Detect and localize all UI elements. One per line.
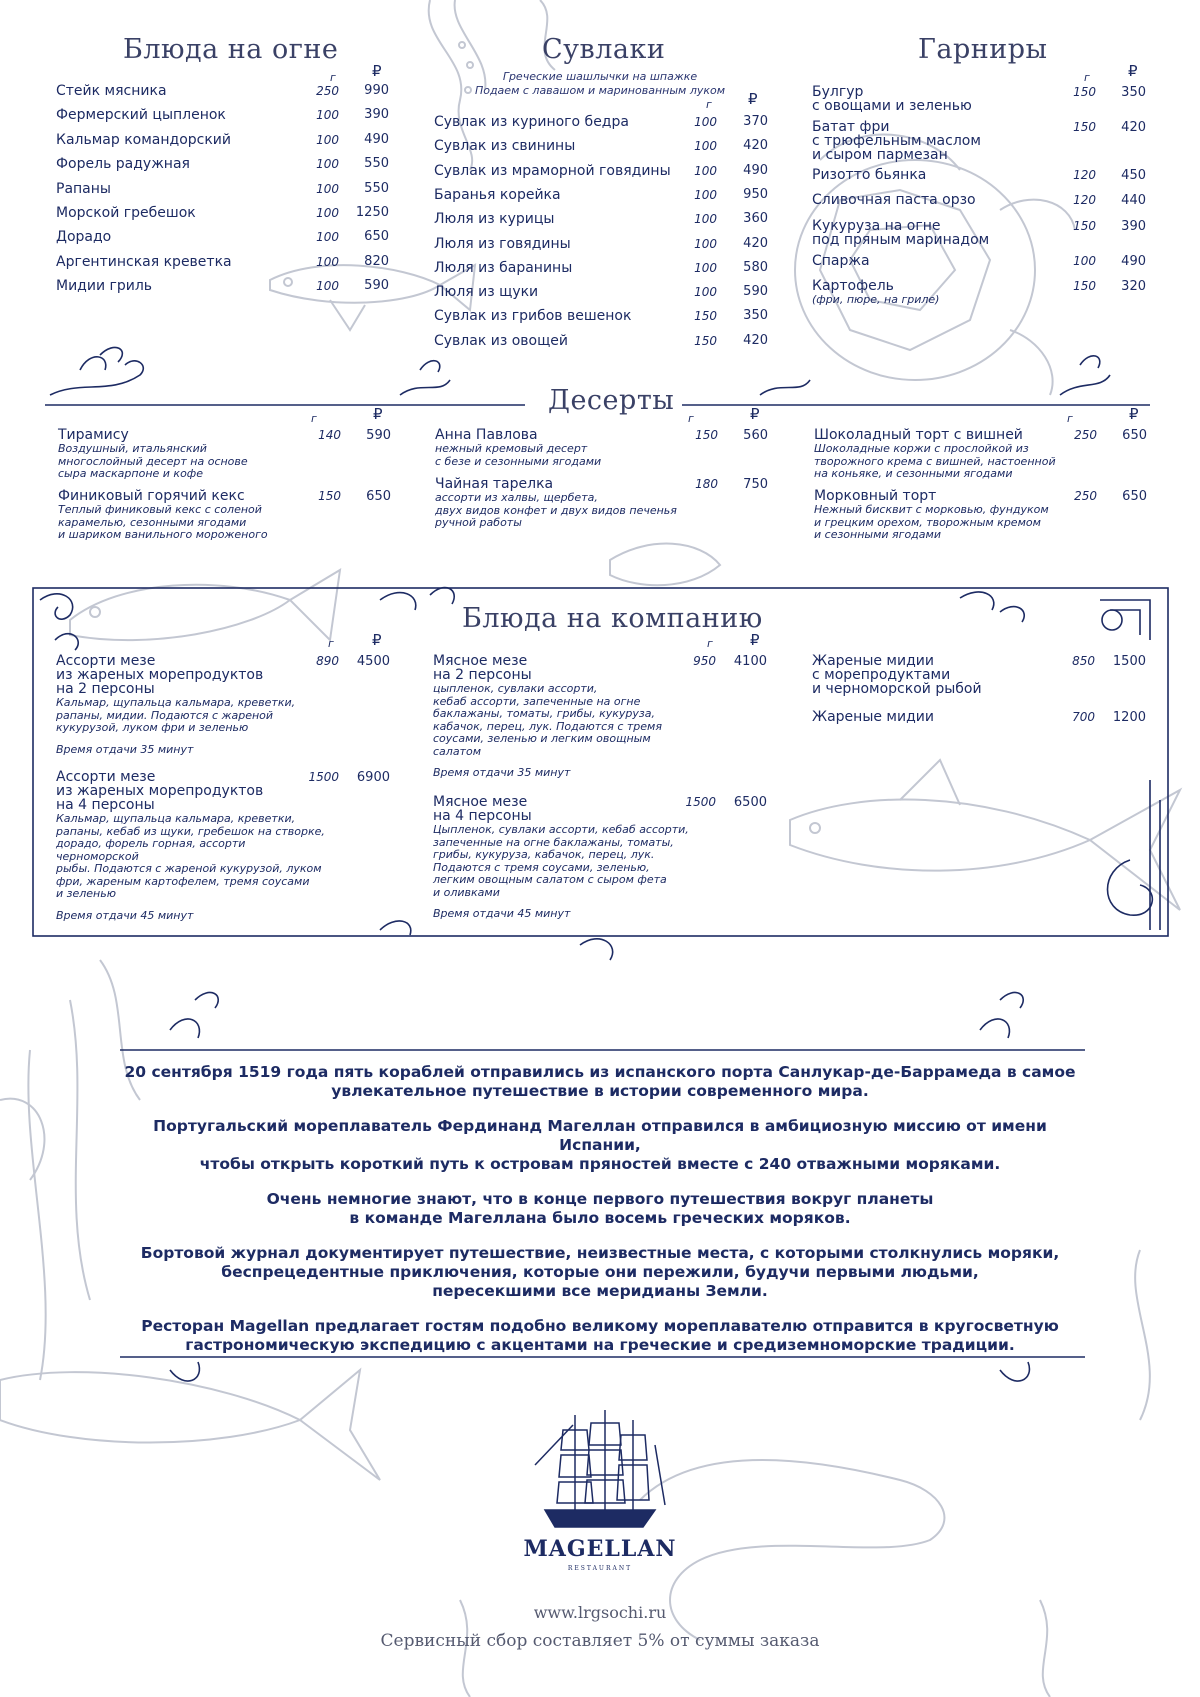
serving-time: Время отдачи 35 минут	[56, 742, 194, 756]
menu-item-weight: 150	[1073, 279, 1096, 293]
menu-item-price: 550	[364, 156, 389, 172]
menu-item-price: 820	[364, 253, 389, 269]
menu-item-name: Люля из щуки	[434, 284, 539, 301]
currency-label: ₽	[372, 631, 382, 649]
menu-item-name: Фермерский цыпленок	[56, 107, 226, 124]
menu-item-weight: 100	[694, 285, 717, 300]
currency-label: ₽	[748, 90, 758, 108]
menu-item-name: Ассорти мезе из жареных морепродуктов на 4 персоны	[56, 769, 264, 813]
menu-item-weight: 250	[1074, 428, 1097, 442]
menu-item-name: Ассорти мезе из жареных морепродуктов на 2 персоны	[56, 653, 264, 697]
weight-unit-label: г	[328, 637, 334, 650]
menu-item-weight: 100	[694, 260, 717, 275]
menu-item-weight: 250	[316, 84, 339, 98]
currency-label: ₽	[750, 631, 760, 649]
menu-item-name: Рапаны	[56, 180, 111, 197]
menu-item-name: Люля из говядины	[434, 235, 571, 252]
menu-item-weight: 100	[316, 181, 339, 196]
menu-item-name: Сувлак из мраморной говядины	[434, 162, 671, 179]
menu-item-name: Ризотто бьянка	[812, 167, 927, 183]
menu-item-price: 990	[364, 83, 389, 98]
story-paragraph: Португальский мореплаватель Фердинанд Магеллан отправился в амбициозную миссию от имени Испании, чтобы открыть короткий путь к островам пряностей вместе с 240 отважными моряками.	[153, 1117, 1047, 1173]
menu-item-price: 4100	[733, 654, 767, 669]
menu-item-weight: 100	[316, 206, 339, 220]
menu-item-name: Мясное мезе на 2 персоны	[433, 653, 532, 683]
menu-item-description: Кальмар, щупальца кальмара, креветки, рапаны, мидии. Подаются с жареной кукурузой, луком фри и зеленью	[56, 696, 296, 734]
menu-item-price: 1500	[1112, 654, 1146, 669]
weight-unit-label: г	[311, 412, 317, 425]
menu-item-name: Стейк мясника	[56, 83, 167, 99]
service-charge-note: Сервисный сбор составляет 5% от суммы заказа	[380, 1631, 820, 1651]
menu-item-weight: 100	[694, 115, 717, 129]
menu-item-price: 350	[1121, 85, 1146, 100]
menu-item-price: 1250	[355, 205, 389, 220]
currency-label: ₽	[1129, 405, 1139, 423]
menu-item-weight: 150	[695, 428, 718, 442]
sailing-ship-logo-icon	[525, 1405, 675, 1535]
weight-unit-label: г	[707, 637, 713, 650]
menu-item-name: Картофель	[812, 278, 894, 294]
menu-item-description: ассорти из халвы, щербета, двух видов конфет и двух видов печенья ручной работы	[435, 491, 677, 529]
menu-item-name: Финиковый горячий кекс	[58, 488, 245, 504]
menu-item-weight: 100	[694, 139, 717, 154]
menu-item-price: 6500	[733, 795, 767, 810]
section-title-sides: Гарниры	[918, 34, 1048, 65]
weight-unit-label: г	[688, 412, 694, 425]
menu-item-weight: 100	[694, 163, 717, 178]
serving-time: Время отдачи 35 минут	[433, 766, 571, 779]
menu-item-price: 590	[743, 284, 768, 300]
menu-item-name: Сувлак из куриного бедра	[434, 114, 629, 130]
menu-item-price: 580	[743, 259, 768, 275]
menu-item-price: 490	[743, 162, 768, 178]
brand-subtitle: RESTAURANT	[567, 1565, 633, 1572]
menu-item-price: 420	[743, 235, 768, 251]
menu-item-weight: 850	[1072, 654, 1095, 668]
menu-item-description: Воздушный, итальянский многослойный десерт на основе сыра маскарпоне и кофе	[58, 442, 248, 480]
menu-item-price: 420	[743, 332, 768, 348]
menu-item-weight: 150	[1073, 219, 1096, 233]
currency-label: ₽	[1128, 62, 1138, 80]
menu-item-name: Аргентинская креветка	[56, 253, 232, 270]
menu-item-weight: 150	[694, 333, 717, 348]
menu-item-name: Шоколадный торт с вишней	[814, 427, 1023, 443]
menu-item-weight: 150	[318, 489, 341, 503]
menu-item-description: цыпленок, сувлаки ассорти, кебаб ассорти, запеченные на огне баклажаны, томаты, грибы, кукуруза, кабачок, перец, лук. Подаются с тремя соусами, зеленью и легким овощным салатом	[433, 682, 662, 758]
menu-item-name: Жареные мидии с морепродуктами и черноморской рыбой	[812, 653, 982, 697]
menu-item-price: 650	[1122, 489, 1147, 504]
menu-item-name: Сувлак из свинины	[434, 138, 576, 155]
brand-logo-text: MAGELLAN	[523, 1536, 677, 1562]
menu-item-price: 590	[364, 278, 389, 294]
menu-item-name: Батат фри с трюфельным маслом и сыром пармезан	[812, 119, 981, 163]
menu-item-price: 420	[743, 138, 768, 154]
menu-item-weight: 250	[1074, 489, 1097, 503]
menu-item-price: 370	[743, 114, 768, 129]
menu-item-description: Теплый финиковый кекс с соленой карамелью, сезонными ягодами и шариком ванильного мороженого	[58, 503, 268, 541]
menu-item-weight: 1500	[685, 795, 716, 809]
menu-item-price: 750	[743, 477, 768, 492]
menu-item-price: 490	[1121, 254, 1146, 269]
menu-item-weight: 890	[316, 654, 339, 668]
menu-item-price: 6900	[356, 770, 390, 785]
menu-item-weight: 1500	[308, 770, 339, 784]
menu-item-price: 360	[743, 211, 768, 227]
menu-item-name: Кальмар командорский	[56, 131, 231, 148]
menu-item-price: 390	[1121, 219, 1146, 234]
menu-item-name: Кукуруза на огне под пряным маринадом	[812, 218, 990, 248]
section-title-grill: Блюда на огне	[123, 34, 339, 65]
menu-item-weight: 180	[695, 477, 718, 491]
section-title-desserts: Десерты	[540, 385, 682, 416]
menu-item-name: Сливочная паста орзо	[812, 192, 976, 208]
menu-item-weight: 100	[1073, 254, 1096, 268]
menu-item-description: (фри, пюре, на гриле)	[812, 293, 940, 306]
menu-item-name: Дорадо	[56, 229, 112, 246]
section-title-souvlaki: Сувлаки	[542, 34, 666, 65]
menu-item-price: 950	[743, 186, 768, 202]
menu-item-price: 560	[743, 428, 768, 443]
menu-item-weight: 150	[1073, 120, 1096, 134]
menu-item-price: 650	[1122, 428, 1147, 443]
currency-label: ₽	[372, 62, 382, 80]
menu-item-name: Форель радужная	[56, 156, 190, 173]
menu-item-weight: 100	[694, 212, 717, 227]
story-paragraph: Очень немногие знают, что в конце первого путешествия вокруг планеты в команде Магеллана было восемь греческих моряков.	[266, 1190, 934, 1227]
menu-item-name: Морской гребешок	[56, 205, 196, 221]
story-paragraph: Ресторан Magellan предлагает гостям подобно великому мореплавателю отправится в кругосветную гастрономическую экспедицию с акцентами на греческие и средиземноморские традиции.	[141, 1317, 1059, 1354]
menu-item-weight: 700	[1072, 710, 1095, 724]
menu-item-weight: 150	[1073, 85, 1096, 99]
menu-item-price: 590	[366, 428, 391, 443]
menu-item-price: 350	[743, 308, 768, 324]
menu-item-description: нежный кремовый десерт с безе и сезонными ягодами	[435, 442, 602, 468]
menu-item-name: Баранья корейка	[434, 186, 561, 203]
menu-item-name: Тирамису	[58, 427, 129, 443]
story-paragraph: 20 сентября 1519 года пять кораблей отправились из испанского порта Санлукар-де-Баррамеда в самое увлекательное путешествие в истории современного мира.	[124, 1063, 1076, 1100]
weight-unit-label: г	[1067, 412, 1073, 425]
menu-item-name: Сувлак из грибов вешенок	[434, 308, 632, 325]
menu-item-weight: 120	[1073, 168, 1096, 182]
menu-item-price: 650	[364, 229, 389, 245]
menu-item-price: 650	[366, 489, 391, 504]
menu-item-description: Кальмар, щупальца кальмара, креветки, рапаны, кебаб из щуки, гребешок на створке, дорадо, форель горная, ассорти черноморской рыбы. Подаются с жареной кукурузой, луком фри, жареным картофелем, тремя соусами и зеленью	[56, 812, 325, 900]
menu-item-weight: 100	[316, 230, 339, 245]
menu-item-weight: 100	[316, 132, 339, 147]
serving-time: Время отдачи 45 минут	[56, 908, 194, 922]
currency-label: ₽	[750, 405, 760, 423]
menu-item-name: Чайная тарелка	[435, 476, 554, 492]
menu-item-description: Нежный бисквит с морковью, фундуком и грецким орехом, творожным кремом и сезонными ягодами	[814, 503, 1049, 541]
menu-item-price: 390	[364, 107, 389, 123]
menu-item-weight: 100	[316, 254, 339, 269]
menu-item-price: 550	[364, 180, 389, 196]
menu-item-weight: 150	[694, 309, 717, 324]
menu-item-weight: 100	[694, 236, 717, 251]
menu-item-weight: 100	[694, 187, 717, 202]
website-link[interactable]: www.lrgsochi.ru	[533, 1603, 667, 1622]
menu-item-price: 440	[1121, 193, 1146, 208]
serving-time: Время отдачи 45 минут	[433, 907, 571, 920]
menu-item-price: 490	[364, 131, 389, 147]
menu-item-weight: 950	[693, 654, 716, 668]
menu-item-name: Жареные мидии	[812, 709, 934, 725]
menu-item-name: Люля из курицы	[434, 211, 555, 228]
weight-unit-label: г	[330, 71, 336, 84]
story-text	[110, 1063, 1090, 1371]
souvlaki-subtitle: Греческие шашлычки на шпажке Подаем с лавашом и маринованным луком	[474, 70, 726, 97]
currency-label: ₽	[373, 405, 383, 423]
menu-item-price: 450	[1121, 168, 1146, 183]
menu-item-name: Спаржа	[812, 253, 870, 269]
menu-item-description: Шоколадные коржи с прослойкой из творожного крема с вишней, настоенной на коньяке, и сезонными ягодами	[814, 442, 1056, 480]
menu-item-name: Люля из баранины	[434, 259, 573, 276]
menu-item-weight: 100	[316, 279, 339, 294]
section-title-sharing: Блюда на компанию	[462, 603, 763, 634]
menu-item-name: Морковный торт	[814, 488, 937, 504]
menu-item-description: Цыпленок, сувлаки ассорти, кебаб ассорти, запеченные на огне баклажаны, томаты, грибы, кукуруза, кабачок, перец, лук. Подаются с тремя соусами, зеленью, легким овощным салатом с сыром фета и оливками	[433, 823, 689, 899]
weight-unit-label: г	[706, 98, 712, 111]
menu-item-price: 420	[1121, 120, 1146, 135]
menu-item-price: 4500	[356, 654, 390, 669]
story-paragraph: Бортовой журнал документирует путешествие, неизвестные места, с которыми столкнулись моряки, беспрецедентные приключения, которые они пережили, будучи первыми людьми, пересекшими все меридианы Земли.	[140, 1244, 1060, 1300]
menu-item-name: Булгур с овощами и зеленью	[812, 84, 972, 114]
menu-item-price: 320	[1121, 279, 1146, 294]
menu-item-weight: 100	[316, 108, 339, 123]
weight-unit-label: г	[1084, 71, 1090, 84]
menu-item-name: Мясное мезе на 4 персоны	[433, 794, 532, 824]
menu-item-name: Мидии гриль	[56, 278, 153, 295]
menu-item-name: Анна Павлова	[435, 427, 538, 443]
menu-item-weight: 140	[318, 428, 341, 442]
menu-item-weight: 100	[316, 157, 339, 172]
menu-item-name: Сувлак из овощей	[434, 332, 569, 349]
menu-item-price: 1200	[1112, 710, 1146, 725]
menu-item-weight: 120	[1073, 193, 1096, 207]
